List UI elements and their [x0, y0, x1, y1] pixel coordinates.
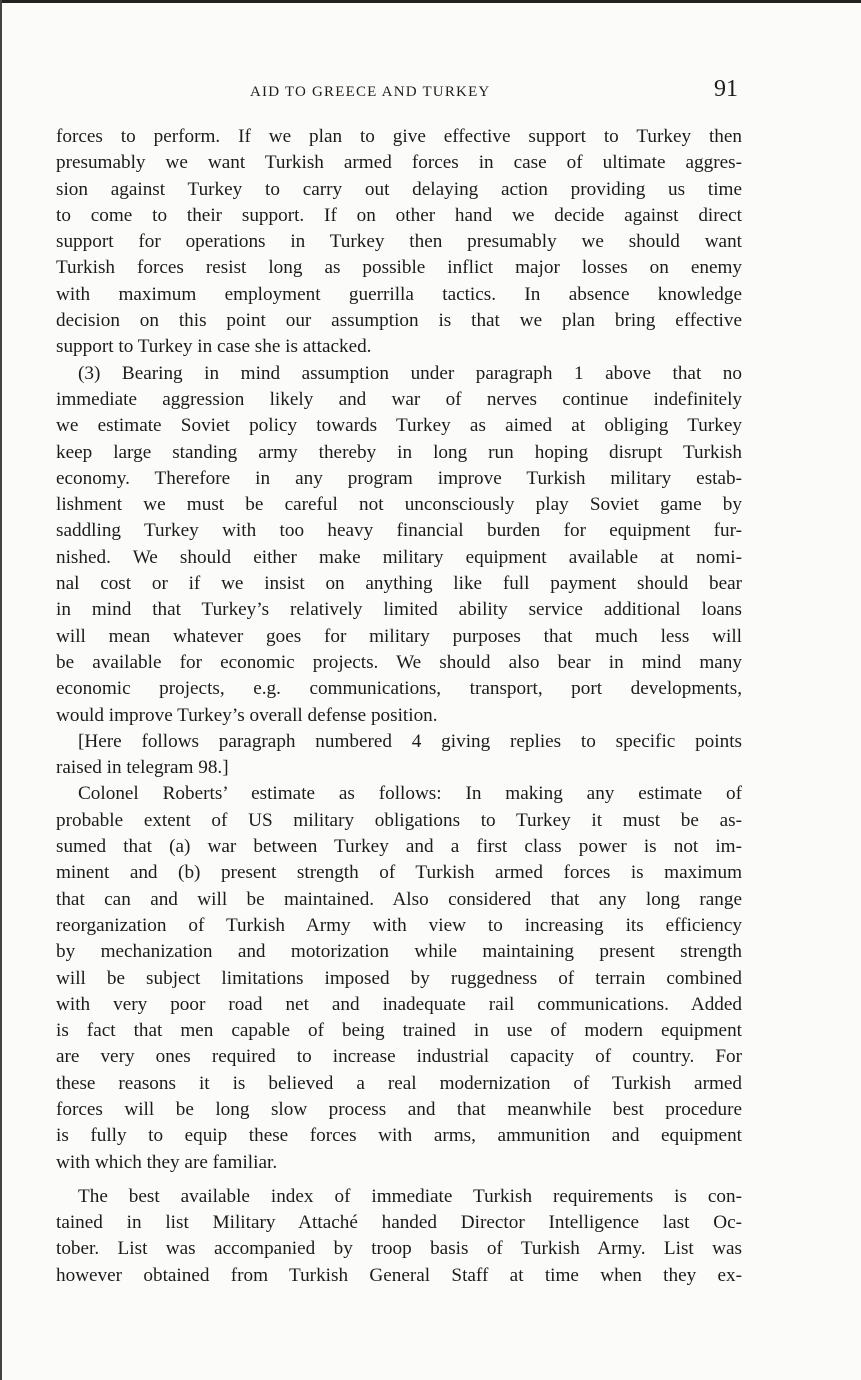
running-head: [0, 76, 861, 110]
page-top-edge: [0, 0, 861, 3]
text-line: with very poor road net and inadequate rail communications. Added: [56, 993, 742, 1015]
text-line: with which they are familiar.: [56, 1151, 278, 1173]
text-line: presumably we want Turkish armed forces in case of ultimate aggres-: [56, 152, 742, 174]
text-line: lishment we must be careful not unconsciously play Soviet game by: [56, 494, 742, 516]
text-line: forces to perform. If we plan to give effective support to Turkey then: [56, 126, 742, 147]
text-line: support to Turkey in case she is attacked.: [56, 336, 372, 358]
text-line: that can and will be maintained. Also considered that any long range: [56, 888, 742, 910]
text-line: tained in list Military Attaché handed Director Intelligence last Oc-: [56, 1212, 742, 1234]
text-line: would improve Turkey’s overall defense position.: [56, 704, 438, 726]
text-line: (3) Bearing in mind assumption under paragraph 1 above that no: [78, 362, 742, 384]
text-line: decision on this point our assumption is that we plan bring effective: [56, 310, 742, 332]
text-line: will be subject limitations imposed by ruggedness of terrain combined: [56, 967, 742, 989]
text-line: support for operations in Turkey then presumably we should want: [56, 231, 742, 253]
paragraph: [56, 1184, 742, 1289]
paragraph: [56, 124, 742, 361]
text-line: will mean whatever goes for military purposes that much less will: [56, 625, 742, 647]
text-line: however obtained from Turkish General Staff at time when they ex-: [56, 1264, 742, 1286]
text-line: we estimate Soviet policy towards Turkey as aimed at obliging Turkey: [56, 415, 742, 437]
text-line: economy. Therefore in any program improve Turkish military estab-: [56, 467, 742, 489]
text-line: reorganization of Turkish Army with view to increasing its efficiency: [56, 914, 742, 936]
text-line: probable extent of US military obligations to Turkey it must be as-: [56, 809, 742, 831]
page-left-edge: [0, 0, 2, 1380]
text-line: saddling Turkey with too heavy financial burden for equipment fur-: [56, 520, 742, 542]
text-line: keep large standing army thereby in long run hoping disrupt Turkish: [56, 441, 742, 463]
page-number: 91: [714, 76, 738, 102]
text-line: immediate aggression likely and war of nerves continue indefinitely: [56, 388, 742, 410]
text-line: Colonel Roberts’ estimate as follows: In making any estimate of: [78, 783, 742, 805]
text-line: forces will be long slow process and that meanwhile best procedure: [56, 1098, 742, 1120]
text-line: is fully to equip these forces with arms, ammunition and equipment: [56, 1125, 742, 1147]
text-line: are very ones required to increase industrial capacity of country. For: [56, 1046, 742, 1068]
text-line: nished. We should either make military equipment available at nomi-: [56, 546, 742, 568]
text-line: in mind that Turkey’s relatively limited ability service additional loans: [56, 599, 742, 621]
text-line: economic projects, e.g. communications, transport, port developments,: [56, 678, 742, 700]
text-line: Turkish forces resist long as possible inflict major losses on enemy: [56, 257, 742, 279]
text-line: raised in telegram 98.]: [56, 757, 229, 779]
text-line: with maximum employment guerrilla tactics. In absence knowledge: [56, 283, 742, 305]
text-line: [Here follows paragraph numbered 4 giving replies to specific points: [78, 730, 742, 752]
text-line: by mechanization and motorization while maintaining present strength: [56, 941, 742, 963]
paragraph-gap: [56, 1176, 742, 1184]
body-text: [56, 124, 742, 1289]
text-line: sion against Turkey to carry out delaying action providing us time: [56, 178, 742, 200]
text-line: nal cost or if we insist on anything like full payment should bear: [56, 573, 742, 595]
paragraph: [56, 729, 742, 782]
text-line: these reasons it is believed a real modernization of Turkish armed: [56, 1072, 742, 1094]
paragraph: [56, 781, 742, 1175]
text-line: tober. List was accompanied by troop basis of Turkish Army. List was: [56, 1238, 742, 1260]
text-line: to come to their support. If on other hand we decide against direct: [56, 204, 742, 226]
text-line: be available for economic projects. We should also bear in mind many: [56, 651, 742, 673]
text-line: sumed that (a) war between Turkey and a first class power is not im-: [56, 836, 742, 858]
running-head-title: AID TO GREECE AND TURKEY: [250, 84, 491, 100]
text-line: is fact that men capable of being trained in use of modern equipment: [56, 1020, 742, 1042]
paragraph: [56, 361, 742, 729]
text-line: minent and (b) present strength of Turkish armed forces is maximum: [56, 862, 742, 884]
text-line: The best available index of immediate Turkish requirements is con-: [78, 1185, 742, 1207]
